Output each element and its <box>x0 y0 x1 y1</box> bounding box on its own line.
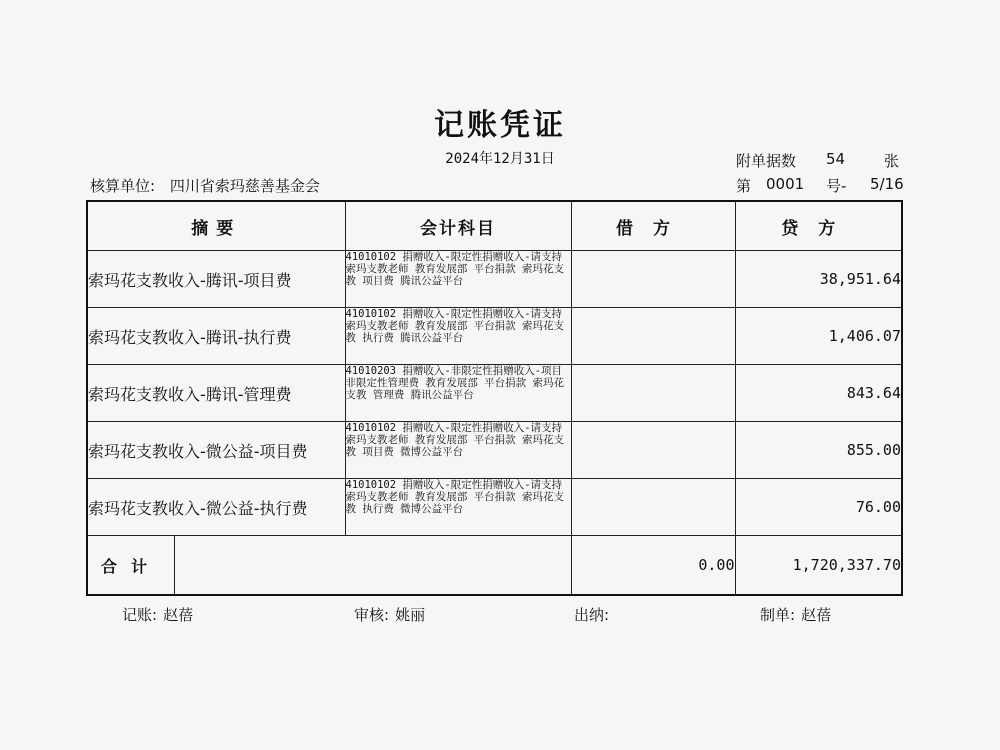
attachments-unit: 张 <box>884 152 900 170</box>
row-account: 41010102 捐赠收入-限定性捐赠收入-请支持索玛支教老师 教育发展部 平台捐款 索玛花支教 执行费 腾讯公益平台 <box>345 308 571 365</box>
row-summary: 索玛花支教收入-腾讯-管理费 <box>87 365 345 422</box>
row-account: 41010102 捐赠收入-限定性捐赠收入-请支持索玛支教老师 教育发展部 平台捐款 索玛花支教 项目费 腾讯公益平台 <box>345 251 571 308</box>
row-debit <box>571 251 735 308</box>
cashier-signoff <box>574 604 615 625</box>
header-debit: 借方 <box>571 201 735 251</box>
row-debit <box>571 422 735 479</box>
row-summary: 索玛花支教收入-微公益-执行费 <box>87 479 345 536</box>
table-row <box>87 479 902 536</box>
row-credit: 76.00 <box>735 479 902 536</box>
voucher-title: 记账凭证 <box>434 108 566 143</box>
row-account: 41010102 捐赠收入-限定性捐赠收入-请支持索玛支教老师 教育发展部 平台捐款 索玛花支教 项目费 微博公益平台 <box>345 422 571 479</box>
table-row <box>87 422 902 479</box>
cashier-label: 出纳: <box>574 606 610 624</box>
row-account: 41010203 捐赠收入-非限定性捐赠收入-项目非限定性管理费 教育发展部 平台捐款 索玛花支教 管理费 腾讯公益平台 <box>345 365 571 422</box>
row-summary: 索玛花支教收入-腾讯-项目费 <box>87 251 345 308</box>
header-account: 会计科目 <box>345 201 571 251</box>
table-row <box>87 308 902 365</box>
voucher-number-suffix: 号- <box>826 177 847 195</box>
bookkeeper-label: 记账: <box>122 606 158 624</box>
row-account: 41010102 捐赠收入-限定性捐赠收入-请支持索玛支教老师 教育发展部 平台捐款 索玛花支教 执行费 微博公益平台 <box>345 479 571 536</box>
total-debit: 0.00 <box>571 536 735 596</box>
header-credit: 贷方 <box>735 201 902 251</box>
row-summary: 索玛花支教收入-腾讯-执行费 <box>87 308 345 365</box>
reviewer-label: 审核: <box>354 606 390 624</box>
attachments-count: 54 <box>826 150 846 168</box>
row-summary: 索玛花支教收入-微公益-项目费 <box>87 422 345 479</box>
row-debit <box>571 365 735 422</box>
voucher-date: 2024年12月31日 <box>445 151 555 167</box>
total-row <box>87 536 902 596</box>
attachments-label: 附单据数 <box>736 152 797 170</box>
voucher-number-value: 0001 <box>766 175 805 193</box>
attachments-info <box>736 150 900 171</box>
row-credit: 855.00 <box>735 422 902 479</box>
voucher-number-prefix: 第 <box>736 177 752 195</box>
accounting-unit <box>90 175 320 196</box>
preparer-name: 赵蓓 <box>801 606 832 624</box>
total-cell <box>87 536 571 596</box>
row-credit: 38,951.64 <box>735 251 902 308</box>
preparer-signoff <box>760 604 831 625</box>
reviewer-name: 姚丽 <box>395 606 426 624</box>
bookkeeper-signoff <box>122 604 193 625</box>
header-summary: 摘要 <box>87 201 345 251</box>
ledger-table <box>86 200 903 596</box>
table-row <box>87 251 902 308</box>
row-debit <box>571 308 735 365</box>
row-debit <box>571 479 735 536</box>
unit-name: 四川省索玛慈善基金会 <box>169 177 320 195</box>
table-header-row <box>87 201 902 251</box>
reviewer-signoff <box>354 604 425 625</box>
bookkeeper-name: 赵蓓 <box>163 606 194 624</box>
row-credit: 1,406.07 <box>735 308 902 365</box>
total-label: 合计 <box>88 536 175 594</box>
unit-label: 核算单位: <box>90 177 156 195</box>
preparer-label: 制单: <box>760 606 796 624</box>
row-credit: 843.64 <box>735 365 902 422</box>
total-credit: 1,720,337.70 <box>735 536 902 596</box>
voucher-page-number: 5/16 <box>870 175 904 193</box>
table-row <box>87 365 902 422</box>
